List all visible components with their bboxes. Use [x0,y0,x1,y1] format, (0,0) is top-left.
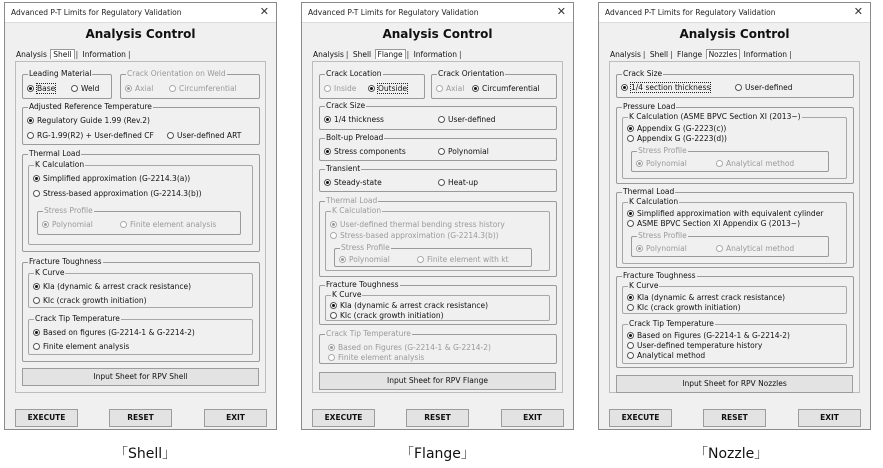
stress-components-radio[interactable]: Stress components [324,147,406,157]
window-title: Advanced P-T Limits for Regulatory Validation [605,8,776,17]
tab-panel [312,61,563,393]
execute-button[interactable]: EXECUTE [15,409,78,427]
user-defined-stress-history-radio[interactable]: User-defined thermal bending stress history [330,220,505,230]
steady-state-radio[interactable]: Steady-state [324,178,382,188]
radio-selected-icon [627,294,634,301]
group-label: K Curve [35,268,65,277]
group-label: Crack Size [623,69,663,78]
caption-shell: 「Shell」 [114,446,177,462]
radio-selected-icon [330,221,337,228]
group-label: Crack Tip Temperature [326,329,411,338]
caption-flange: 「Flange」 [400,446,475,462]
tab-flange[interactable]: Flange [677,50,703,59]
crack-tip-temp-group [622,319,847,364]
adjusted-ref-temp-group [22,102,260,145]
crack-size-group [319,101,557,130]
tab-analysis[interactable]: Analysis [610,50,641,59]
input-sheet-button[interactable]: Input Sheet for RPV Shell [22,368,259,386]
close-icon[interactable]: ✕ [556,5,566,18]
title-bar [599,3,870,23]
radio-icon [627,135,634,142]
tab-bar: Analysis Shell | Information | [16,50,131,59]
group-label: Crack Tip Temperature [629,319,714,328]
k-curve-group [28,268,253,308]
fea-radio[interactable]: Finite element analysis [33,342,129,352]
close-icon[interactable]: ✕ [853,5,863,18]
tab-nozzles[interactable]: Nozzles [706,49,741,59]
reset-button[interactable]: RESET [109,409,172,427]
group-label: Fracture Toughness [623,271,696,280]
tab-analysis[interactable]: Analysis [16,50,47,59]
close-icon[interactable]: ✕ [259,5,269,18]
radio-selected-icon [368,85,375,92]
radio-selected-icon [627,332,634,339]
asme-appendix-g-radio[interactable]: ASME BPVC Section XI Appendix G (2013~) [627,219,800,229]
bolt-up-preload-group [319,133,557,161]
pressure-load-group [616,102,854,184]
group-label: K Calculation [332,206,382,215]
nozzles-window [598,2,871,430]
radio-selected-icon [472,85,479,92]
radio-icon [33,343,40,350]
execute-button[interactable]: EXECUTE [609,409,672,427]
crack-tip-temp-group [319,329,557,364]
tab-information[interactable]: Information [743,50,788,59]
fracture-toughness-group [22,257,260,362]
polynomial-radio[interactable]: Polynomial [339,255,390,265]
simplified-approx-radio[interactable]: Simplified approximation (G-2214.3(a)) [33,174,190,184]
radio-icon [417,256,424,263]
user-defined-temp-history-radio[interactable]: User-defined temperature history [627,341,762,351]
group-label: Crack Tip Temperature [35,314,120,323]
tab-flange[interactable]: Flange [375,49,406,59]
group-label: Thermal Load [326,196,378,205]
radio-icon [627,352,634,359]
group-label: Bolt-up Preload [326,133,384,142]
heat-up-radio[interactable]: Heat-up [438,178,478,188]
thermal-load-group [616,187,854,268]
crack-location-group [319,69,425,99]
radio-icon [324,85,331,92]
caption-nozzle: 「Nozzle」 [694,446,769,462]
radio-selected-icon [636,160,643,167]
weld-radio[interactable]: Weld [71,84,99,94]
quarter-thickness-radio[interactable]: 1/4 thickness [324,115,384,125]
radio-selected-icon [330,302,337,309]
tab-information[interactable]: Information [413,50,457,59]
group-label: Crack Size [326,101,366,110]
radio-selected-icon [621,84,628,91]
radio-selected-icon [324,179,331,186]
tab-shell[interactable]: Shell [649,50,669,59]
k-calculation-group [28,160,253,245]
k-curve-group [325,290,550,321]
group-label: K Curve [629,281,659,290]
group-label: K Curve [332,290,362,299]
outside-radio[interactable]: Outside [368,84,407,94]
radio-selected-icon [27,117,34,124]
fracture-toughness-group [616,271,854,368]
polynomial-radio[interactable]: Polynomial [636,159,687,169]
group-label: Stress Profile [638,146,687,155]
exit-button[interactable]: EXIT [501,409,564,427]
radio-icon [627,220,634,227]
radio-icon [33,297,40,304]
kia-radio[interactable]: KIa (dynamic & arrest crack resistance) [33,282,191,292]
crack-tip-temp-group [28,314,253,355]
group-label: Thermal Load [29,149,81,158]
group-label: K Calculation [629,197,679,206]
stress-profile-group [37,206,241,235]
polynomial-radio[interactable]: Polynomial [438,147,489,157]
tab-bar: Analysis | Shell | Flange Nozzles Information | [610,50,792,59]
group-label: Adjusted Reference Temperature [29,102,152,111]
inside-radio[interactable]: Inside [324,84,356,94]
crack-orientation-weld-group [120,69,260,99]
radio-selected-icon [328,344,335,351]
exit-button[interactable]: EXIT [204,409,267,427]
radio-icon [120,221,127,228]
circumferential-radio[interactable]: Circumferential [472,84,540,94]
window-title: Advanced P-T Limits for Regulatory Validation [308,8,479,17]
group-label: Stress Profile [638,231,687,240]
radio-icon [330,312,337,319]
radio-selected-icon [27,85,34,92]
rg-user-cf-radio[interactable]: RG-1.99(R2) + User-defined CF [27,131,154,141]
circumferential-radio[interactable]: Circumferential [169,84,237,94]
title-bar [302,3,573,23]
quarter-section-thickness-radio[interactable]: 1/4 section thickness [621,83,710,93]
group-label: Leading Material [29,69,92,78]
radio-icon [716,160,723,167]
group-label: Thermal Load [623,187,675,196]
dialog-heading: Analysis Control [679,27,790,41]
radio-icon [627,304,634,311]
radio-selected-icon [324,116,331,123]
group-label: K Calculation (ASME BPVC Section XI (2013~) [629,112,801,121]
radio-selected-icon [627,125,634,132]
radio-icon [71,85,78,92]
tab-panel [609,61,860,393]
polynomial-radio[interactable]: Polynomial [42,220,93,230]
crack-size-group [616,69,854,98]
title-bar [5,3,276,23]
appendix-g-c-radio[interactable]: Appendix G (G-2223(c)) [627,124,726,134]
execute-button[interactable]: EXECUTE [312,409,375,427]
reset-button[interactable]: RESET [406,409,469,427]
tab-bar: Analysis | Shell Flange | Information | [313,50,462,59]
tab-shell[interactable]: Shell [50,49,74,59]
k-calculation-group [325,206,550,271]
radio-icon [328,354,335,361]
group-label: Transient [326,164,361,173]
radio-icon [627,342,634,349]
crack-orientation-group [431,69,557,99]
transient-group [319,164,557,192]
radio-selected-icon [42,221,49,228]
flange-window [301,2,574,430]
based-on-figures-radio[interactable]: Based on Figures (G-2214-1 & G-2214-2) [627,331,790,341]
fea-radio[interactable]: Finite element analysis [120,220,216,230]
radio-selected-icon [636,245,643,252]
tab-shell[interactable]: Shell [352,50,372,59]
tab-panel [15,61,266,393]
axial-radio[interactable]: Axial [436,84,464,94]
radio-selected-icon [33,175,40,182]
fea-radio[interactable]: Finite element analysis [328,353,424,363]
radio-icon [33,190,40,197]
stress-profile-group [631,231,829,257]
base-radio[interactable]: Base [27,84,55,94]
group-label: Crack Orientation [438,69,505,78]
fracture-toughness-group [319,280,557,325]
rg199-rev2-radio[interactable]: Regulatory Guide 1.99 (Rev.2) [27,116,150,126]
k-calculation-group [622,197,847,264]
reset-button[interactable]: RESET [703,409,766,427]
leading-material-group [22,69,112,99]
dialog-heading: Analysis Control [85,27,196,41]
group-label: Stress Profile [341,243,390,252]
group-label: Pressure Load [623,102,676,111]
user-defined-radio[interactable]: User-defined [438,115,496,125]
axial-radio[interactable]: Axial [125,84,153,94]
radio-selected-icon [125,85,132,92]
stress-profile-group [631,146,829,172]
window-title: Advanced P-T Limits for Regulatory Validation [11,8,182,17]
radio-selected-icon [627,210,634,217]
radio-selected-icon [339,256,346,263]
radio-icon [438,148,445,155]
group-label: Stress Profile [44,206,93,215]
radio-icon [438,116,445,123]
radio-icon [716,245,723,252]
kia-radio[interactable]: KIa (dynamic & arrest crack resistance) [627,293,785,303]
radio-icon [167,132,174,139]
user-defined-radio[interactable]: User-defined [735,83,793,93]
thermal-load-group [22,149,260,252]
radio-icon [436,85,443,92]
shell-window [4,2,277,430]
analytical-method-radio[interactable]: Analytical method [627,351,705,361]
radio-selected-icon [33,283,40,290]
user-art-radio[interactable]: User-defined ART [167,131,241,141]
kic-radio[interactable]: KIc (crack growth initiation) [627,303,741,313]
appendix-g-d-radio[interactable]: Appendix G (G-2223(d)) [627,134,727,144]
kia-radio[interactable]: KIa (dynamic & arrest crack resistance) [330,301,488,311]
k-curve-group [622,281,847,314]
stress-based-approx-radio[interactable]: Stress-based approximation (G-2214.3(b)) [330,231,499,241]
radio-icon [330,232,337,239]
radio-icon [169,85,176,92]
radio-icon [438,179,445,186]
based-on-figures-radio[interactable]: Based on figures (G-2214-1 & G-2214-2) [33,328,195,338]
simplified-equivalent-cylinder-radio[interactable]: Simplified approximation with equivalent cylinder [627,209,823,219]
group-label: Crack Orientation on Weld [127,69,226,78]
radio-icon [735,84,742,91]
tab-information[interactable]: Information [82,50,126,59]
stress-based-approx-radio[interactable]: Stress-based approximation (G-2214.3(b)) [33,189,202,199]
stress-profile-group [334,243,532,267]
analytical-method-radio[interactable]: Analytical method [716,244,794,254]
kic-radio[interactable]: KIc (crack growth initiation) [330,311,444,321]
group-label: Fracture Toughness [29,257,102,266]
tab-analysis[interactable]: Analysis [313,50,344,59]
polynomial-radio[interactable]: Polynomial [636,244,687,254]
radio-selected-icon [33,329,40,336]
group-label: Fracture Toughness [326,280,399,289]
group-label: K Calculation [35,160,85,169]
fea-kt-radio[interactable]: Finite element with kt [417,255,509,265]
k-calculation-group [622,112,847,179]
input-sheet-button[interactable]: Input Sheet for RPV Flange [319,372,556,390]
radio-selected-icon [324,148,331,155]
group-label: Crack Location [326,69,382,78]
exit-button[interactable]: EXIT [798,409,861,427]
based-on-figures-radio[interactable]: Based on Figures (G-2214-1 & G-2214-2) [328,343,491,353]
analytical-method-radio[interactable]: Analytical method [716,159,794,169]
thermal-load-group [319,196,557,277]
dialog-heading: Analysis Control [382,27,493,41]
input-sheet-button[interactable]: Input Sheet for RPV Nozzles [616,375,853,393]
radio-icon [27,132,34,139]
kic-radio[interactable]: KIc (crack growth initiation) [33,296,147,306]
